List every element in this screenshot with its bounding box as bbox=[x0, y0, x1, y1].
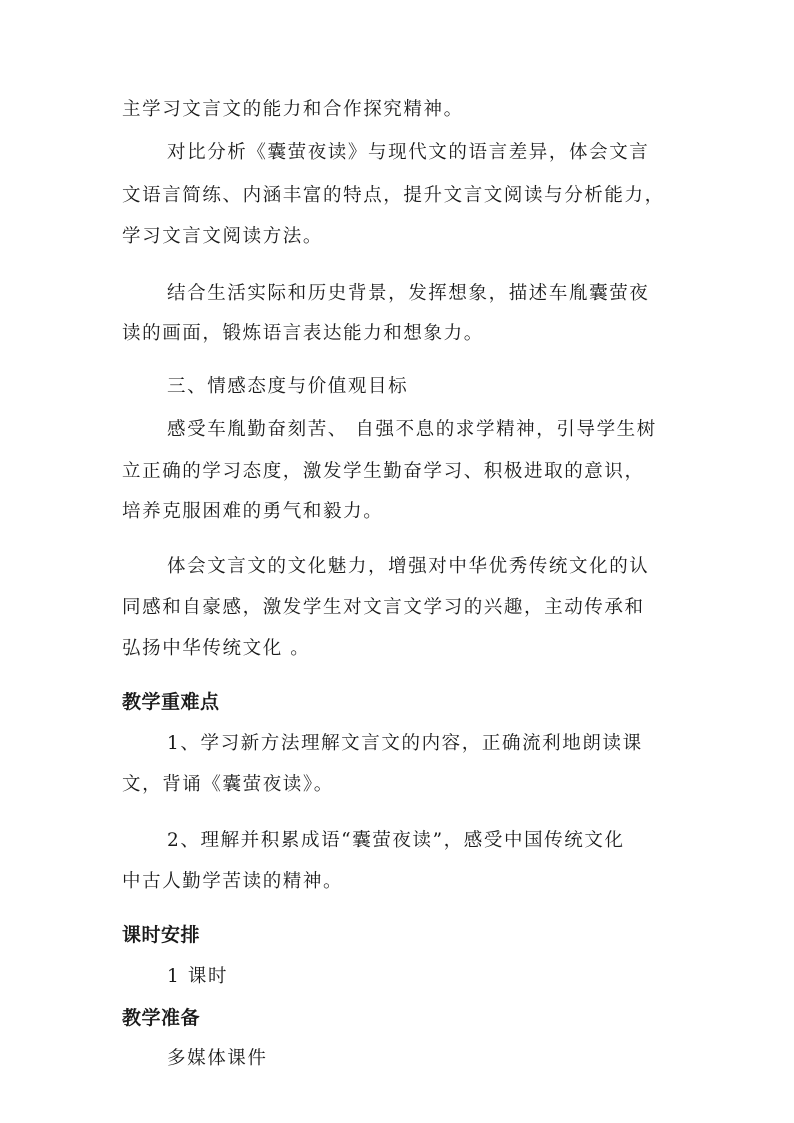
heading-schedule: 课时安排 bbox=[122, 924, 201, 946]
section-title: 三、情感态度与价值观目标 bbox=[167, 376, 409, 397]
paragraph-line: 读的画面，锻炼语言表达能力和想象力。 bbox=[122, 323, 484, 344]
paragraph-line: 对比分析《囊萤夜读》与现代文的语言差异，体会文言 bbox=[167, 142, 650, 163]
paragraph-line: 学习文言文阅读方法。 bbox=[122, 226, 324, 247]
heading-key-points: 教学重难点 bbox=[122, 691, 220, 713]
paragraph-line: 1、学习新方法理解文言文的内容，正确流利地朗读课 bbox=[167, 733, 643, 754]
preparation-text: 多媒体课件 bbox=[167, 1048, 268, 1069]
paragraph-line: 文，背诵《囊萤夜读》。 bbox=[122, 774, 334, 795]
paragraph-line: 文语言简练、内涵丰富的特点，提升文言文阅读与分析能力， bbox=[122, 185, 665, 206]
paragraph-line: 结合生活实际和历史背景，发挥想象，描述车胤囊萤夜 bbox=[167, 283, 650, 304]
paragraph-line: 主学习文言文的能力和合作探究精神。 bbox=[122, 99, 464, 120]
paragraph-line: 弘扬中华传统文化 。 bbox=[122, 638, 311, 659]
heading-preparation: 教学准备 bbox=[122, 1007, 201, 1029]
paragraph-line: 2、理解并积累成语“囊萤夜读”，感受中国传统文化 bbox=[167, 830, 625, 851]
paragraph-line: 立正确的学习态度，激发学生勤奋学习、积极进取的意识， bbox=[122, 461, 645, 482]
paragraph-line: 感受车胤勤奋刻苦、 自强不息的求学精神，引导学生树 bbox=[167, 419, 657, 440]
paragraph-line: 同感和自豪感，激发学生对文言文学习的兴趣，主动传承和 bbox=[122, 597, 645, 618]
paragraph-line: 培养克服困难的勇气和毅力。 bbox=[122, 501, 384, 522]
paragraph-line: 中古人勤学苦读的精神。 bbox=[122, 871, 344, 892]
schedule-text: 1 课时 bbox=[167, 966, 229, 987]
paragraph-line: 体会文言文的文化魅力，增强对中华优秀传统文化的认 bbox=[167, 556, 650, 577]
